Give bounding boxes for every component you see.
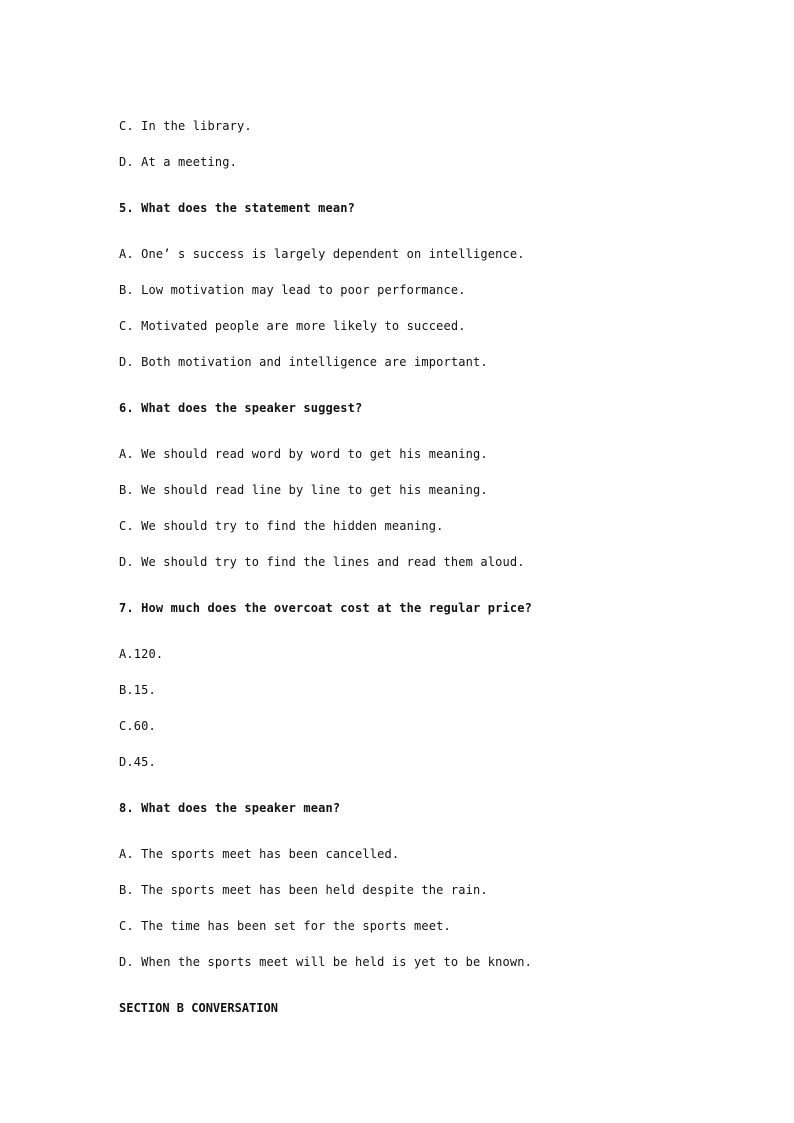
q6-option-c: C. We should try to find the hidden meaning. <box>119 519 444 533</box>
q8-option-a: A. The sports meet has been cancelled. <box>119 847 400 861</box>
q4-option-c: C. In the library. <box>119 119 252 133</box>
q7-option-d: D.45. <box>119 755 156 769</box>
q4-option-d: D. At a meeting. <box>119 155 237 169</box>
q6-option-d: D. We should try to find the lines and read them aloud. <box>119 555 525 569</box>
q8-option-d: D. When the sports meet will be held is yet to be known. <box>119 955 532 969</box>
q7-option-c: C.60. <box>119 719 156 733</box>
q5-question: 5. What does the statement mean? <box>119 201 355 215</box>
q8-question: 8. What does the speaker mean? <box>119 801 341 815</box>
q5-option-c: C. Motivated people are more likely to succeed. <box>119 319 466 333</box>
q8-option-c: C. The time has been set for the sports meet. <box>119 919 451 933</box>
q5-option-d: D. Both motivation and intelligence are important. <box>119 355 488 369</box>
q5-option-b: B. Low motivation may lead to poor performance. <box>119 283 466 297</box>
q6-option-b: B. We should read line by line to get his meaning. <box>119 483 488 497</box>
section-heading: SECTION B CONVERSATION <box>119 1001 278 1015</box>
q6-option-a: A. We should read word by word to get his meaning. <box>119 447 488 461</box>
q7-option-a: A.120. <box>119 647 164 661</box>
q8-option-b: B. The sports meet has been held despite the rain. <box>119 883 488 897</box>
q5-option-a: A. One’ s success is largely dependent on intelligence. <box>119 247 525 261</box>
q7-option-b: B.15. <box>119 683 156 697</box>
q6-question: 6. What does the speaker suggest? <box>119 401 363 415</box>
q7-question: 7. How much does the overcoat cost at the regular price? <box>119 601 532 615</box>
